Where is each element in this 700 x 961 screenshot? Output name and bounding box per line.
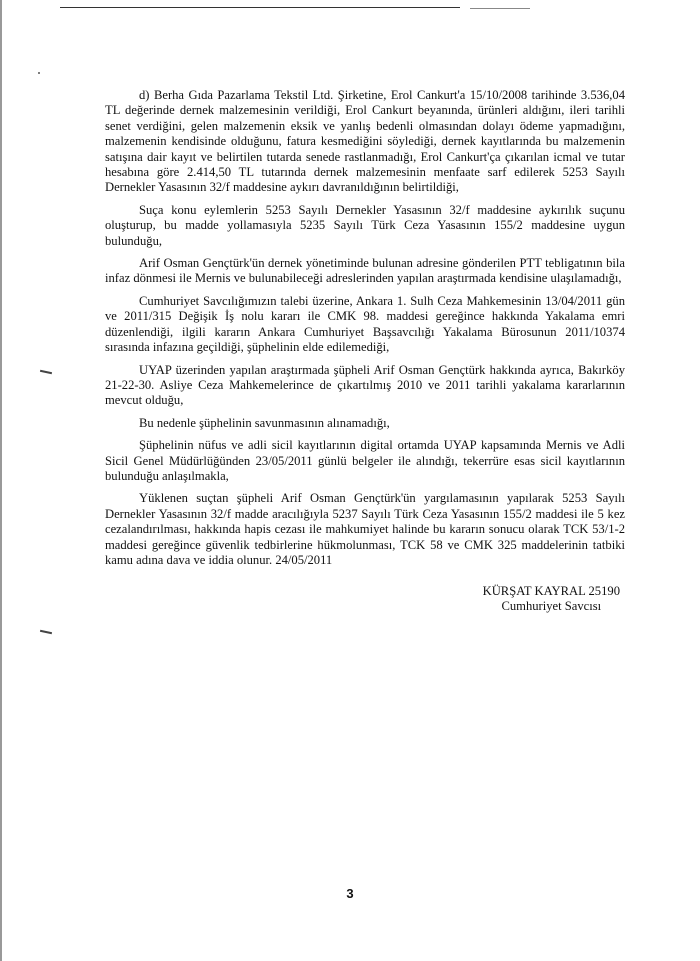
paragraph: Yüklenen suçtan şüpheli Arif Osman Gençtürk'ün yargılamasının yapılarak 5253 Sayılı Dernekler Yasasının 32/f madde aracılığıyla 5237 Sayılı Türk Ceza Yasasının 155/2 maddesi ile 5 kez cezalandırılması, hakkında hapis cezası ile mahkumiyet halinde bu kararın sonucu olarak TCK 53/1-2 maddesi gereğince güvenlik tedbirlerine hükmolunması, TCK 58 ve CMK 325 maddelerinin tatbiki kamu adına dava ve iddia olunur. 24/05/2011 [105,491,625,567]
paragraph: d) Berha Gıda Pazarlama Tekstil Ltd. Şirketine, Erol Cankurt'a 15/10/2008 tarihinde 3.536,04 TL değerinde dernek malzemesinin verildiği, Erol Cankurt beyanında, ürünleri aldığını, ileri tarihli senet verdiğini, gelen malzemenin eksik ve yanlış bedenli olmasından dolayı ödeme yapmadığını, malzemenin kendisinde olduğunu, fatura kesmediğini söylediği, dernek kayıtlarında bu malzemenin satışına dair kayıt ve belirtilen tutarda senede rastlanmadığı, Erol Cankurt'ça çıkarılan icmal ve tutar hesabına göre 2.414,50 TL tutarında dernek malzemesinin menfaate sarf edilerek 5253 Sayılı Dernekler Yasasının 32/f maddesine aykırı davranıldığının belirtildiği, [105,88,625,195]
paragraph: Suça konu eylemlerin 5253 Sayılı Dernekler Yasasının 32/f maddesine aykırılık suçunu oluşturup, bu madde yollamasıyla 5235 Sayılı Türk Ceza Yasasının 155/2 maddesine uygun bulunduğu, [105,202,625,248]
paragraph: Arif Osman Gençtürk'ün dernek yönetiminde bulunan adresine gönderilen PTT tebligatının bila infaz dönmesi ile Mernis ve bulunabileceği adreslerinden yapılan araştırmada kendisine ulaşılamadığı, [105,256,625,286]
paragraph: Şüphelinin nüfus ve adli sicil kayıtlarının digital ortamda UYAP kapsamında Mernis ve Adli Sicil Genel Müdürlüğünden 23/05/2011 günlü belgeler ile alındığı, tekerrüre esas sicil kayıtlarının bulunduğu anlaşılmakla, [105,438,625,483]
scan-edge [0,0,2,961]
paragraph: Bu nedenle şüphelinin savunmasının alınamadığı, [139,415,390,430]
scan-mark [40,370,52,374]
paragraph: UYAP üzerinden yapılan araştırmada şüpheli Arif Osman Gençtürk hakkında ayrıca, Bakırköy 21-22-30. Asliye Ceza Mahkemelerince de çıkartılmış 2010 ve 2011 tarihli yakalama kararlarının mevcut olduğu, [105,362,625,408]
paragraph: Cumhuriyet Savcılığımızın talebi üzerine, Ankara 1. Sulh Ceza Mahkemesinin 13/04/2011 gün ve 2011/315 Değişik İş nolu kararı ile CMK 98. maddesi gereğince hakkında Yakalama emri düzenlendiği, ilgili kararın Ankara Cumhuriyet Başsavcılığı Yakalama Bürosunun 2011/10374 sırasında infazına geçildiği, şüphelinin elde edilemediği, [105,293,625,355]
top-rule-fragment [470,8,530,9]
top-rule [60,7,460,8]
scan-mark [40,630,52,634]
document-body [105,88,625,575]
signer-title: Cumhuriyet Savcısı [501,599,602,614]
page-number: 3 [346,886,354,901]
scan-speck [38,72,40,74]
signer-name: KÜRŞAT KAYRAL 25190 [482,584,620,598]
signature-block [483,584,620,615]
